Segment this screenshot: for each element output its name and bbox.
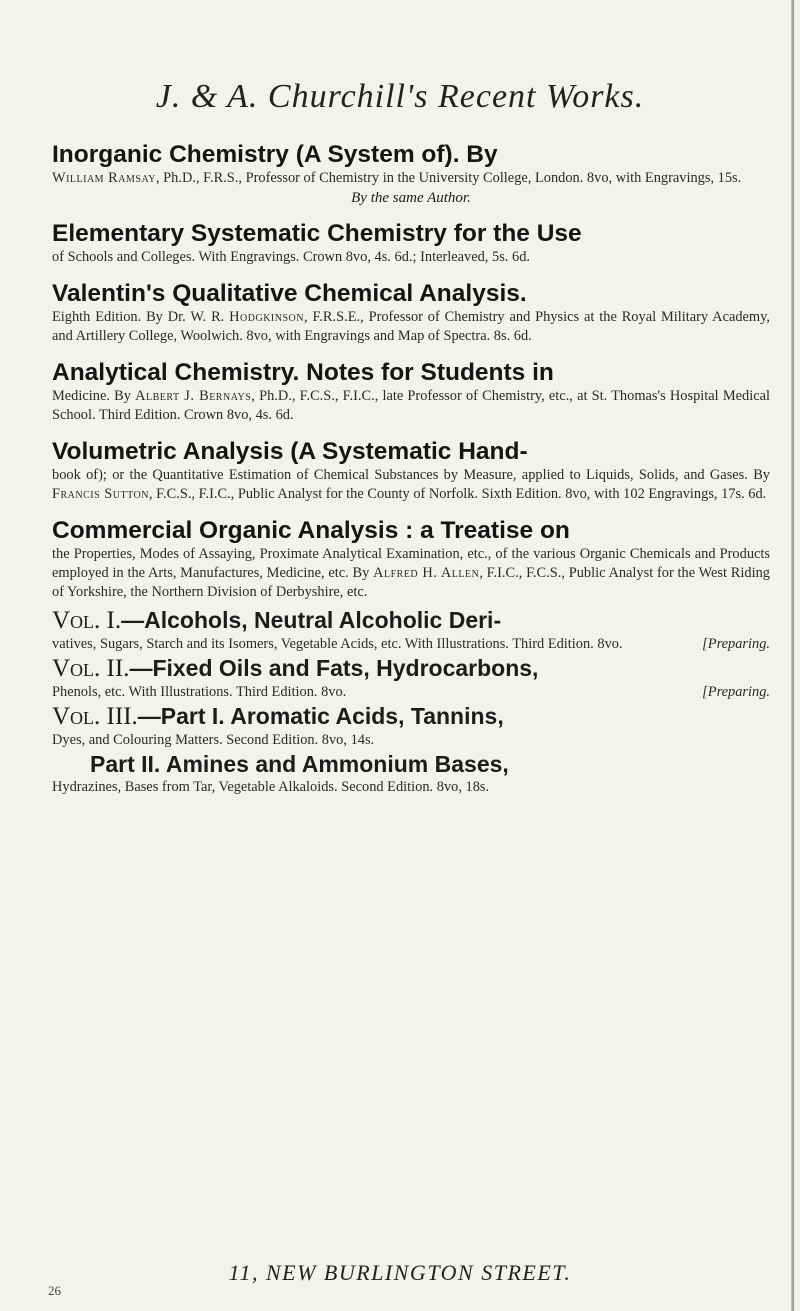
- entry-title: Volumetric Analysis (A Systematic Hand-: [52, 438, 528, 465]
- same-author-note: By the same Author.: [351, 190, 471, 206]
- volume-title: —Alcohols, Neutral Alcoholic Deri-: [121, 607, 502, 633]
- entry-description: the Properties, Modes of Assaying, Proximate Analytical Examination, etc., of the various Organic Chemicals and Products employed in the Arts, Manufactures, Medicine, etc. By Alfred H. Allen, F.I.C., F.C.S., Public Analyst for the West Riding of Yorkshire, the Northern Division of Derbyshire, etc.: [52, 546, 770, 600]
- author-name: William Ramsay: [52, 170, 156, 186]
- volume-title: Part II. Amines and Ammonium Bases,: [90, 751, 509, 777]
- entry-title: Inorganic Chemistry (A System of). By: [52, 141, 498, 168]
- author-name: Albert J. Bernays: [135, 388, 252, 404]
- entry-inorganic-chemistry: [52, 140, 770, 207]
- volume-description: Phenols, etc. With Illustrations. Third Edition. 8vo. [Preparing.: [52, 684, 770, 700]
- entry-title: Analytical Chemistry. Notes for Students in: [52, 359, 554, 386]
- volume-2: [52, 654, 770, 702]
- volume-status: [Preparing.: [702, 636, 770, 652]
- entry-qualitative-analysis: [52, 279, 770, 346]
- entry-description: William Ramsay, Ph.D., F.R.S., Professor of Chemistry in the University College, London. 8vo, with Engravings, 15s.: [52, 170, 742, 186]
- author-name: Francis Sutton: [52, 486, 149, 502]
- entry-title: Valentin's Qualitative Chemical Analysis.: [52, 280, 527, 307]
- volume-label: Vol. II.: [52, 655, 130, 682]
- entry-elementary-systematic-chemistry: [52, 219, 770, 267]
- publisher-address: 11, NEW BURLINGTON STREET.: [228, 1260, 572, 1285]
- volume-title: —Part I. Aromatic Acids, Tannins,: [137, 703, 504, 729]
- entry-description: of Schools and Colleges. With Engravings. Crown 8vo, 4s. 6d.; Interleaved, 5s. 6d.: [52, 249, 530, 265]
- volume-description: Dyes, and Colouring Matters. Second Edition. 8vo, 14s.: [52, 732, 375, 748]
- volume-3: [52, 702, 770, 750]
- volume-label: Vol. III.: [52, 703, 138, 730]
- volume-1: [52, 606, 770, 654]
- page-edge: [791, 0, 794, 1311]
- entry-volumetric-analysis: [52, 437, 770, 504]
- author-name: Alfred H. Allen: [373, 565, 480, 581]
- entry-description: Eighth Edition. By Dr. W. R. Hodgkinson, F.R.S.E., Professor of Chemistry and Physics at the Royal Military Academy, and Artillery College, Woolwich. 8vo, with Engravings and Map of Spectra. 8s. 6d.: [52, 309, 770, 344]
- entry-analytical-chemistry: [52, 358, 770, 425]
- entry-title: Commercial Organic Analysis : a Treatise on: [52, 517, 570, 544]
- volume-status: [Preparing.: [702, 684, 770, 700]
- entry-description: Medicine. By Albert J. Bernays, Ph.D., F.C.S., F.I.C., late Professor of Chemistry, etc., at St. Thomas's Hospital Medical School. Third Edition. Crown 8vo, 4s. 6d.: [52, 388, 770, 423]
- catalogue-entries: [52, 140, 770, 809]
- volume-description: Hydrazines, Bases from Tar, Vegetable Alkaloids. Second Edition. 8vo, 18s.: [52, 779, 490, 795]
- volume-label: Vol. I.: [52, 607, 122, 634]
- volume-title: —Fixed Oils and Fats, Hydrocarbons,: [129, 655, 539, 681]
- running-header: J. & A. Churchill's Recent Works.: [155, 78, 645, 115]
- author-name: Hodgkinson: [229, 309, 304, 325]
- page-number: 26: [48, 1283, 61, 1298]
- entry-description: book of); or the Quantitative Estimation of Chemical Substances by Measure, applied to Liquids, Solids, and Gases. By Francis Sutton, F.C.S., F.I.C., Public Analyst for the County of Norfolk. Sixth Edition. 8vo, with 102 Engravings, 17s. 6d.: [52, 467, 770, 502]
- volume-3-part-2: [52, 750, 770, 797]
- volume-description: vatives, Sugars, Starch and its Isomers, Vegetable Acids, etc. With Illustrations. Third Edition. 8vo. [Preparing.: [52, 636, 770, 652]
- entry-commercial-organic-analysis: [52, 516, 770, 797]
- entry-title: Elementary Systematic Chemistry for the Use: [52, 220, 582, 247]
